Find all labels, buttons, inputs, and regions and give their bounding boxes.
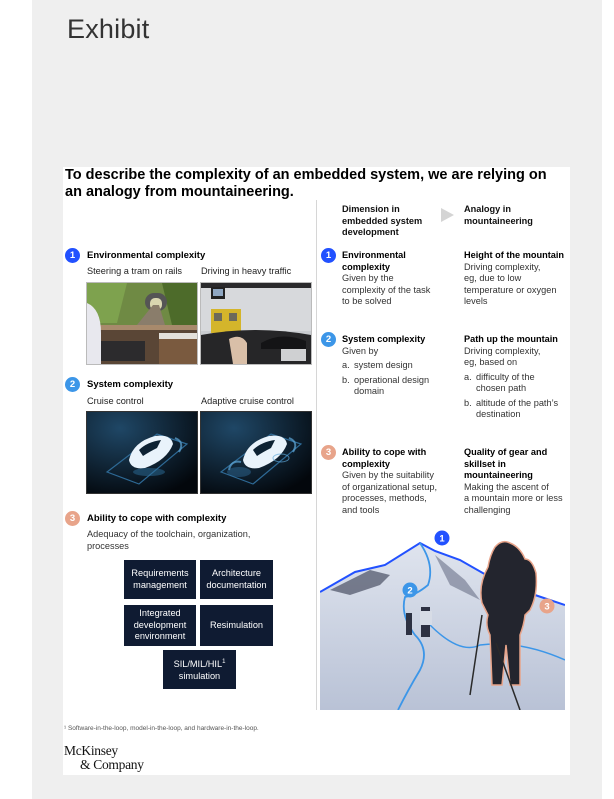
car-traffic-photo-art [201,283,311,364]
analogy-title: mountaineering [464,470,533,480]
tool-label-line: documentation [206,579,267,590]
tool-label-line: simulation [178,670,221,681]
analogy-title: Quality of gear and [464,447,548,457]
badge-2-right: 2 [321,332,336,347]
headline: To describe the complexity of an embedded system, we are relying on an analogy from mountaineering. [65,167,547,200]
tool-label-line: SIL/MIL/HIL [173,659,223,670]
tool-integrated-development-environment [124,605,196,646]
logo-line-1: McKinsey [64,743,118,758]
badge-1: 1 [65,248,80,263]
footnote-marker: 1 [222,658,226,665]
car-adaptive-sensor-photo [200,411,312,494]
dimension-title: complexity [342,458,390,469]
tool-resimulation [200,605,273,646]
list-text: system design [354,360,413,370]
tool-label-line: Architecture [211,568,262,578]
mountaineers-photo-art [320,525,565,710]
header-line: mountaineering [464,215,533,226]
ability-description [87,529,250,552]
analogy-text: challenging [464,504,511,515]
header-line: Analogy in [464,204,511,214]
dimension-text: complexity of the task [342,284,431,295]
dimension-text: to be solved [342,296,392,306]
list-text: domain [354,386,385,396]
analogy-height [464,250,574,308]
tram-cockpit-photo [86,282,198,365]
tool-requirements-management [124,560,196,599]
tram-cockpit-photo-art [87,283,197,364]
dimension-title: complexity [342,261,390,272]
list-item [464,398,574,421]
marker-1-label: 1 [439,533,445,545]
list-text: difficulty of the [476,371,535,382]
exhibit-label: Exhibit [67,14,150,44]
list-text: operational design [354,374,430,385]
dimension-text: and tools [342,504,380,515]
tool-label-line: development [133,619,187,630]
list-label: a. [342,360,350,370]
tool-label-line: Integrated [139,608,181,619]
badge-3-right: 3 [321,445,336,460]
ability-description-line-1: Adequacy of the toolchain, organization, [87,529,251,539]
tool-label-line: Resimulation [209,619,264,630]
caption-adaptive-cruise: Adaptive cruise control [201,396,294,406]
dimension-text: processes, methods, [342,493,427,503]
caption-cruise: Cruise control [87,396,144,406]
analogy-text: eg, due to low [464,273,522,283]
dimension-text: of organizational setup, [342,481,438,492]
analogy-text: levels [464,296,488,306]
list-label: a. [464,371,472,382]
list-text: destination [476,409,521,419]
dimension-system [342,334,452,398]
section-title-environmental: Environmental complexity [87,250,206,261]
dimension-column-header [342,204,422,239]
logo-line-2: & Company [80,757,144,772]
analogy-path [464,334,574,421]
dimension-text: Given by the suitability [342,470,434,480]
marker-3-label: 3 [544,601,550,613]
header-line: embedded system [342,215,423,226]
dimension-environmental [342,250,452,308]
tool-label-line: Requirements [131,568,189,578]
list-label: b. [464,397,472,408]
header-line: Dimension in [342,204,400,214]
badge-2: 2 [65,377,80,392]
tool-architecture-documentation [200,560,273,599]
caption-tram: Steering a tram on rails [87,266,182,276]
list-text: chosen path [476,383,527,393]
analogy-text: a mountain more or less [464,493,563,503]
car-adaptive-sensor-photo-art [201,412,311,493]
analogy-title: Path up the mountain [464,334,558,344]
header-line: development [342,227,399,237]
section-title-system: System complexity [87,379,174,390]
footnote: ¹ Software-in-the-loop, model-in-the-loop, and hardware-in-the-loop. [64,725,259,732]
list-text: altitude of the path’s [476,397,559,408]
tool-label-line: management [133,579,187,590]
analogy-text: eg, based on [464,357,518,367]
tool-sil-mil-hil-simulation [163,650,236,689]
dimension-title: System complexity [342,334,426,344]
dimension-ability [342,447,457,516]
analogy-gear [464,447,574,516]
list-item [342,360,452,372]
badge-1-right: 1 [321,248,336,263]
analogy-title: Height of the mountain [464,250,565,260]
analogy-text: Driving complexity, [464,261,541,272]
caption-traffic: Driving in heavy traffic [201,266,292,276]
mountaineers-photo [320,525,565,710]
analogy-text: Driving complexity, [464,345,541,356]
tool-label-line: environment [134,631,186,642]
analogy-text: temperature or oxygen [464,284,557,295]
car-sensor-photo-art [87,412,197,493]
analogy-text: Making the ascent of [464,481,549,492]
list-item [464,372,574,395]
car-sensor-photo [86,411,198,494]
section-title-ability: Ability to cope with complexity [87,513,227,524]
car-traffic-photo [200,282,312,365]
marker-2-label: 2 [407,585,413,597]
arrow-right-icon [441,208,454,222]
ability-description-line-2: processes [87,540,129,551]
analogy-column-header [464,204,533,227]
badge-3: 3 [65,511,80,526]
dimension-text: Given by [342,345,379,356]
dimension-text: Given by the [342,273,394,283]
mckinsey-logo [64,744,144,772]
column-divider [316,200,317,710]
dimension-title: Ability to cope with [342,447,427,457]
list-label: b. [342,374,350,385]
analogy-title: skillset in [464,458,506,469]
list-item [342,375,452,398]
dimension-title: Environmental [342,250,406,260]
